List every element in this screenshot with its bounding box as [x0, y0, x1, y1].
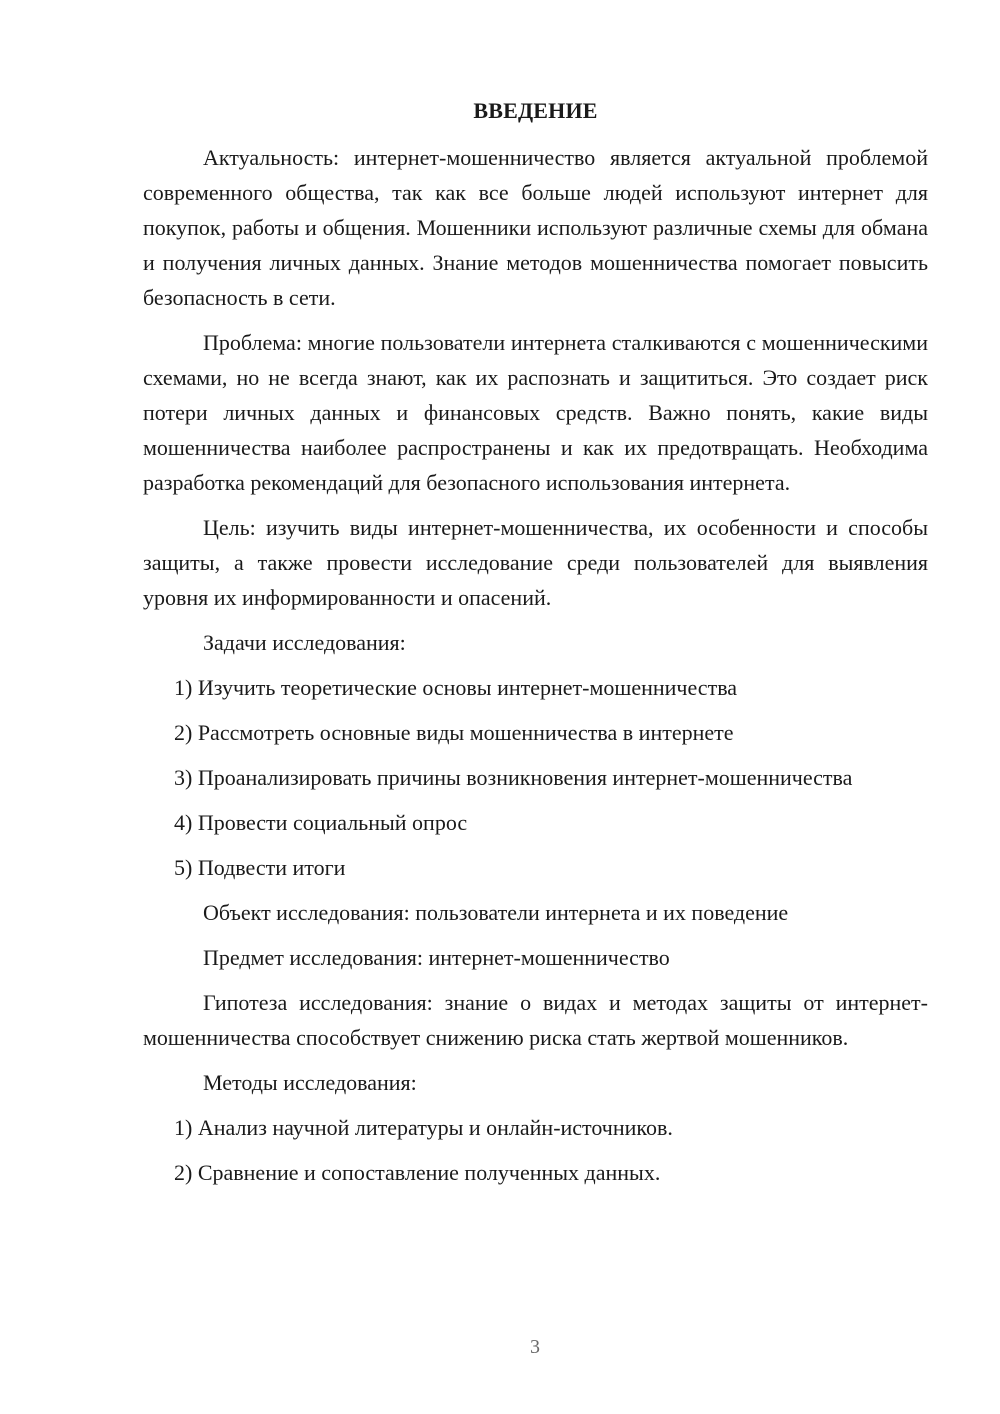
method-item-2: 2) Сравнение и сопоставление полученных данных.: [174, 1160, 661, 1185]
section-title: ВВЕДЕНИЕ: [473, 98, 598, 123]
task-item-5: 5) Подвести итоги: [174, 855, 346, 880]
methods-heading: Методы исследования:: [203, 1070, 417, 1095]
paragraph-hypothesis: Гипотеза исследования: знание о видах и методах защиты от интернет-мошенничества способствует снижению риска стать жертвой мошенников.: [143, 990, 928, 1050]
page-content: [143, 96, 928, 1200]
task-item-2: 2) Рассмотреть основные виды мошенничества в интернете: [174, 720, 734, 745]
page-number: 3: [530, 1336, 540, 1358]
tasks-heading: Задачи исследования:: [203, 630, 406, 655]
paragraph-goal: Цель: изучить виды интернет-мошенничества, их особенности и способы защиты, а также провести исследование среди пользователей для выявления уровня их информированности и опасений.: [143, 515, 928, 610]
paragraph-problem: Проблема: многие пользователи интернета сталкиваются с мошенническими схемами, но не всегда знают, как их распознать и защититься. Это создает риск потери личных данных и финансовых средств. Важно понять, какие виды мошенничества наиболее распространены и как их предотвращать. Необходима разработка рекомендаций для безопасного использования интернета.: [143, 330, 928, 495]
task-item-3: 3) Проанализировать причины возникновения интернет-мошенничества: [174, 765, 853, 790]
research-subject: Предмет исследования: интернет-мошенничество: [203, 945, 670, 970]
method-item-1: 1) Анализ научной литературы и онлайн-источников.: [174, 1115, 673, 1140]
research-object: Объект исследования: пользователи интернета и их поведение: [203, 900, 789, 925]
task-item-4: 4) Провести социальный опрос: [174, 810, 468, 835]
paragraph-relevance: Актуальность: интернет-мошенничество является актуальной проблемой современного общества, так как все больше людей используют интернет для покупок, работы и общения. Мошенники используют различные схемы для обмана и получения личных данных. Знание методов мошенничества помогает повысить безопасность в сети.: [143, 145, 928, 310]
task-item-1: 1) Изучить теоретические основы интернет-мошенничества: [174, 675, 738, 700]
